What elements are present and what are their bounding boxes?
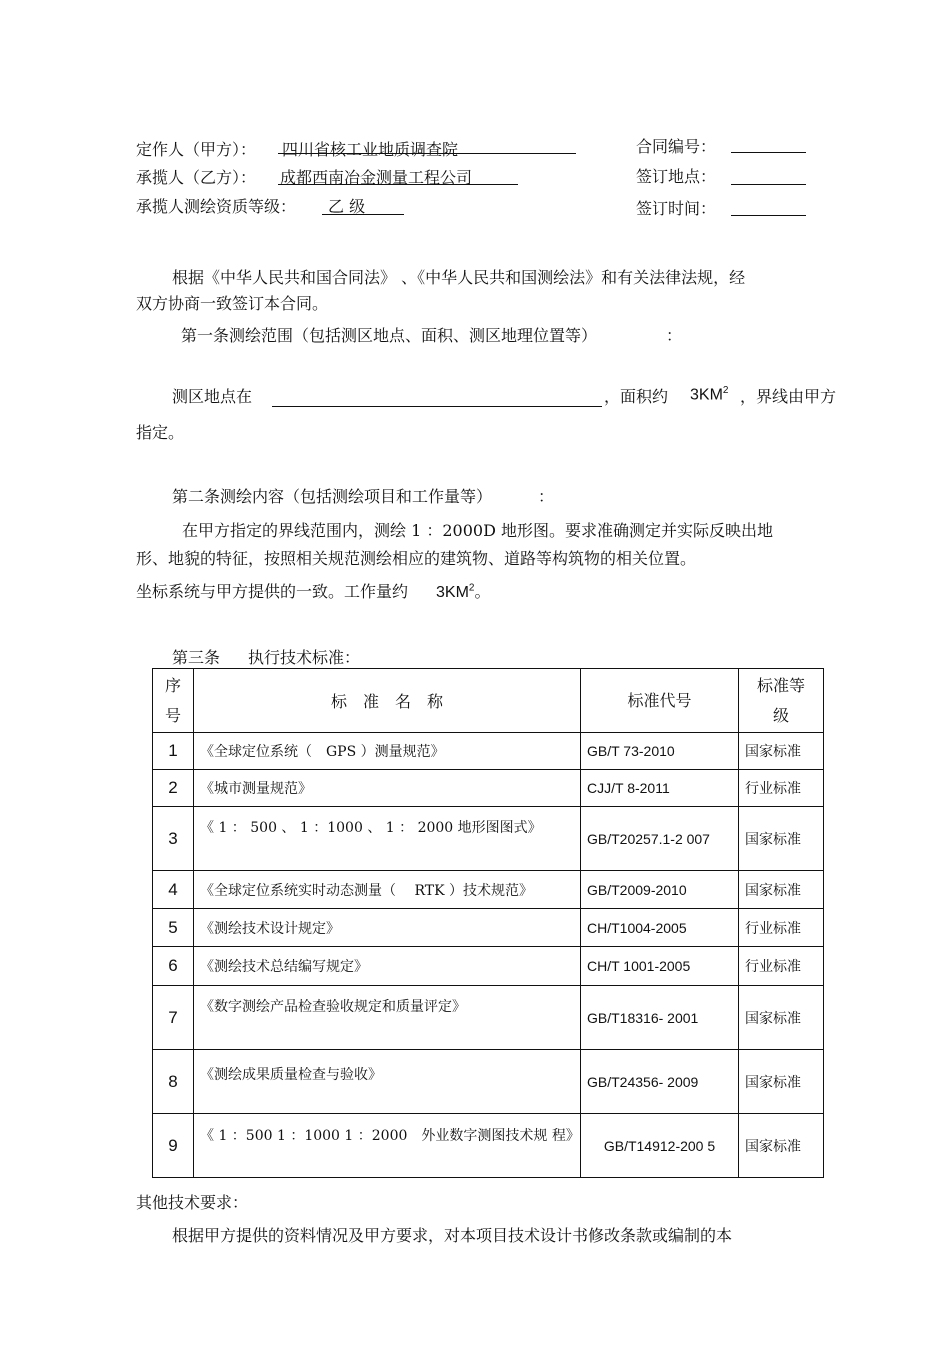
article1-title: 第一条测绘范围（包括测区地点、面积、测区地理位置等） <box>181 326 598 345</box>
article2-title: 第二条测绘内容（包括测绘项目和工作量等） <box>172 487 493 506</box>
row-name: 《测绘成果质量检查与验收》 <box>194 1050 581 1114</box>
header-no-line2: 号 <box>164 705 181 725</box>
table-row <box>153 807 824 871</box>
intro-line-2: 双方协商一致签订本合同。 <box>136 294 329 313</box>
area-value <box>690 385 728 404</box>
table-row <box>153 947 824 986</box>
other-requirements-title: 其他技术要求： <box>136 1193 249 1212</box>
row-code: GB/T20257.1-2 007 <box>581 807 739 871</box>
table-row <box>153 871 824 909</box>
survey-location-tail: ，界线由甲方 <box>740 387 837 406</box>
row-name: 《测绘技术总结编写规定》 <box>194 947 581 986</box>
row-name: 《全球定位系统实时动态测量（ RTK ）技术规范》 <box>194 871 581 909</box>
table-row <box>153 1114 824 1178</box>
content-line-1: 在甲方指定的界线范围内，测绘 1 ：2000D 地形图。要求准确测定并实际反映出地 <box>182 521 773 540</box>
content-line-3 <box>136 579 491 602</box>
row-name: 《测绘技术设计规定》 <box>194 909 581 947</box>
table-row <box>153 909 824 947</box>
row-no: 5 <box>153 909 194 947</box>
row-name: 《 1 ：500 1 ：1000 1 ：2000 外业数字测图技术规 程》 <box>194 1114 581 1178</box>
row-name: 《 1 ： 500 、 1 ：1000 、 1 ： 2000 地形图图式》 <box>194 807 581 871</box>
row-level: 国家标准 <box>739 807 824 871</box>
article1-colon: ： <box>666 326 683 345</box>
table-row <box>153 986 824 1050</box>
survey-location-suffix: ，面积约 <box>604 387 669 406</box>
row-level: 行业标准 <box>739 770 824 807</box>
row-level: 国家标准 <box>739 1050 824 1114</box>
header-no <box>153 669 194 733</box>
row-code: CH/T 1001-2005 <box>581 947 739 986</box>
survey-location-blank <box>272 405 602 407</box>
article2-colon: ： <box>538 487 555 506</box>
row-name: 《数字测绘产品检查验收规定和质量评定》 <box>194 986 581 1050</box>
row-no: 7 <box>153 986 194 1050</box>
party-b-underline <box>278 183 518 185</box>
contract-no-blank <box>731 151 806 153</box>
row-code: GB/T2009-2010 <box>581 871 739 909</box>
party-a-value: 四川省核工业地质调查院 <box>282 140 459 159</box>
workload-sup: 2 <box>468 582 475 594</box>
row-code: CH/T1004-2005 <box>581 909 739 947</box>
article3-title: 第三条 <box>172 648 221 667</box>
article3-subtitle: 执行技术标准： <box>248 648 361 667</box>
row-no: 2 <box>153 770 194 807</box>
area-unit-sup: 2 <box>722 385 729 396</box>
row-level: 国家标准 <box>739 986 824 1050</box>
sign-time-blank <box>731 214 806 216</box>
header-level-line2: 级 <box>772 705 789 725</box>
row-no: 8 <box>153 1050 194 1114</box>
row-name: 《全球定位系统（ GPS ）测量规范》 <box>194 733 581 770</box>
intro-line-1: 根据《中华人民共和国合同法》 、《中华人民共和国测绘法》和有关法律法规，经 <box>172 268 746 287</box>
survey-location-prefix: 测区地点在 <box>172 387 253 406</box>
row-no: 6 <box>153 947 194 986</box>
party-a-underline <box>278 152 576 154</box>
row-code: CJJ/T 8-2011 <box>581 770 739 807</box>
table-row <box>153 770 824 807</box>
row-no: 3 <box>153 807 194 871</box>
workload-value: 3KM <box>436 584 469 601</box>
contract-no-label: 合同编号： <box>636 137 717 156</box>
header-no-line1: 序 <box>164 675 181 695</box>
sign-time-label: 签订时间： <box>636 199 717 218</box>
table-row <box>153 733 824 770</box>
area-value-text: 3KM <box>690 386 723 404</box>
party-a-label: 定作人（甲方）： <box>136 140 257 159</box>
row-level: 国家标准 <box>739 1114 824 1178</box>
party-b-value: 成都西南冶金测量工程公司 <box>280 168 473 187</box>
sign-place-blank <box>731 183 806 185</box>
content-line-2: 形、地貌的特征，按照相关规范测绘相应的建筑物、道路等构筑物的相关位置。 <box>136 549 697 568</box>
row-level: 国家标准 <box>739 871 824 909</box>
party-b-label: 承揽人（乙方）： <box>136 168 257 187</box>
row-level: 行业标准 <box>739 947 824 986</box>
qualification-underline <box>322 213 404 215</box>
header-level <box>739 669 824 733</box>
row-code: GB/T 73-2010 <box>581 733 739 770</box>
other-requirements-line-1: 根据甲方提供的资料情况及甲方要求，对本项目技术设计书修改条款或编制的本 <box>172 1226 733 1245</box>
qualification-label: 承揽人测绘资质等级： <box>136 197 297 216</box>
table-header-row <box>153 669 824 733</box>
row-level: 国家标准 <box>739 733 824 770</box>
qualification-value: 乙 级 <box>328 197 366 216</box>
table-row <box>153 1050 824 1114</box>
row-name: 《城市测量规范》 <box>194 770 581 807</box>
survey-location-line-2: 指定。 <box>136 423 185 442</box>
row-code: GB/T14912-200 5 <box>581 1114 739 1178</box>
row-no: 1 <box>153 733 194 770</box>
row-code: GB/T18316- 2001 <box>581 986 739 1050</box>
header-name: 标 准 名 称 <box>194 669 581 733</box>
row-no: 9 <box>153 1114 194 1178</box>
sign-place-label: 签订地点： <box>636 167 717 186</box>
row-code: GB/T24356- 2009 <box>581 1050 739 1114</box>
content-line-3-end: 。 <box>474 582 491 601</box>
standards-table <box>152 668 824 1178</box>
content-line-3-prefix: 坐标系统与甲方提供的一致。工作量约 <box>136 582 409 601</box>
row-no: 4 <box>153 871 194 909</box>
header-level-line1: 标准等 <box>756 675 805 695</box>
row-level: 行业标准 <box>739 909 824 947</box>
header-code: 标准代号 <box>581 669 739 733</box>
